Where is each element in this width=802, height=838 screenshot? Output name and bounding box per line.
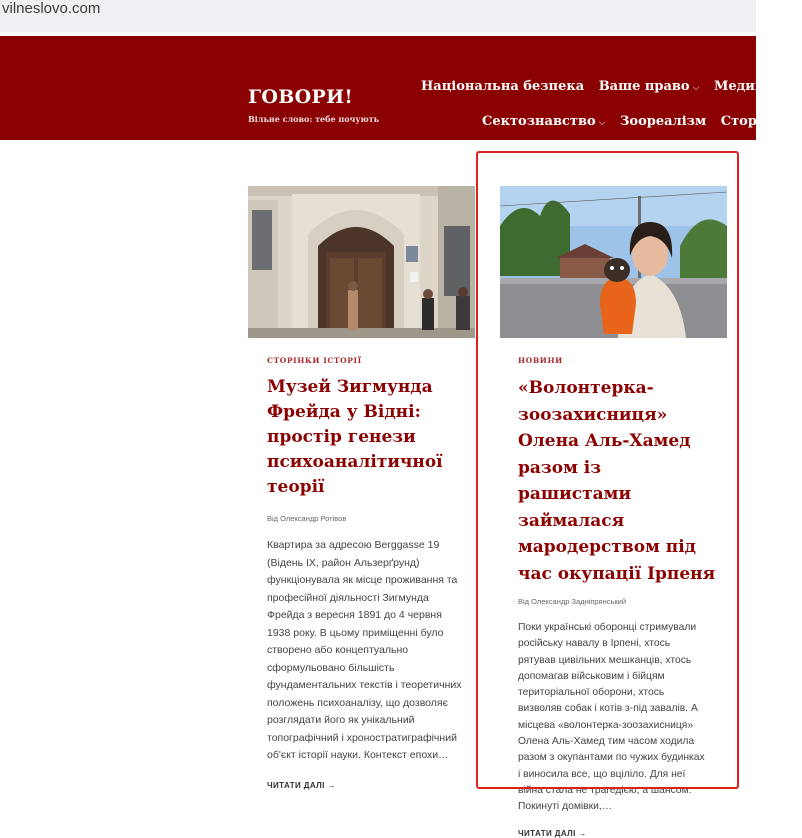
- read-more-link[interactable]: ЧИТАТИ ДАЛІ →: [267, 780, 336, 790]
- post-excerpt: Поки українські оборонці стримували російську навалу в Ірпені, хтось рятував цивільних мешканців, хтось допомагав військовим і бійцям територіальної оборони, хтось визволяв собак і котів з-під завалів. А місцева «волонтерка-зоозахисниця» Олена Аль-Хамед тим часом ходила разом з окупантами по чужих будинках і виносила все, що вціліло. Для неї війна стала не трагедією, а шансом. Покинуті домівки,…: [518, 622, 705, 813]
- chevron-down-icon: ⌵: [692, 83, 700, 93]
- nav-item-pages[interactable]: Сторінки: [720, 114, 791, 129]
- chevron-down-icon: ⌵: [598, 118, 606, 128]
- nav-item-medicine[interactable]: Медицина: [713, 79, 793, 94]
- post-category[interactable]: НОВИНИ: [518, 356, 563, 365]
- read-more-link[interactable]: ЧИТАТИ ДАЛІ →: [518, 828, 587, 838]
- url-text: vilneslovo.com: [2, 0, 101, 17]
- post-thumbnail[interactable]: [248, 186, 475, 338]
- highlight-box: [476, 151, 739, 789]
- primary-nav-row-2: [482, 114, 800, 129]
- nav-item-sect-studies[interactable]: Сектознавство ⌵: [482, 114, 606, 129]
- primary-nav-row-1: [421, 79, 802, 94]
- site-tagline: Вільне слово: тебе почують: [248, 114, 380, 124]
- building-entrance-image: [248, 186, 475, 338]
- nav-item-your-rights[interactable]: Ваше право ⌵: [598, 79, 700, 94]
- nav-item-zoorealism[interactable]: Зооpеалізм: [620, 114, 707, 129]
- post-title[interactable]: «Волонтерка-зоозахисниця» Олена Аль-Хамед разом із рашистами займалася мародерством під час окупації Ірпеня: [518, 378, 716, 584]
- browser-address-bar[interactable]: [0, 0, 756, 32]
- site-header: [0, 36, 793, 140]
- post-card: [248, 186, 476, 790]
- nav-item-national-security[interactable]: Національна безпека: [421, 79, 585, 94]
- post-byline[interactable]: Від Олександр Ротівов: [267, 514, 347, 523]
- site-title[interactable]: ГОВОРИ!: [248, 86, 353, 108]
- post-title[interactable]: Музей Зигмунда Фрейда у Відні: простір генези психоаналітичної теорії: [267, 377, 443, 497]
- post-excerpt: Квартира за адресою Berggasse 19 (Відень IX, район Альзерґрунд) функціонувала як місце проживання та професійної діяльності Зигмунда Фрейда з вересня 1891 до 4 червня 1938 року. В цьому приміщенні було створено або концептуально сформульовано більшість фундаментальних текстів і теоретичних положень психоаналізу, що дозволяє розглядати його як унікальний топографічний і хроностратиграфічний об'єкт історії науки. Контекст епохи…: [267, 539, 462, 761]
- post-byline[interactable]: Від Олександр Задніпрянський: [518, 597, 627, 606]
- post-category[interactable]: СТОРІНКИ ІСТОРІЇ: [267, 356, 362, 365]
